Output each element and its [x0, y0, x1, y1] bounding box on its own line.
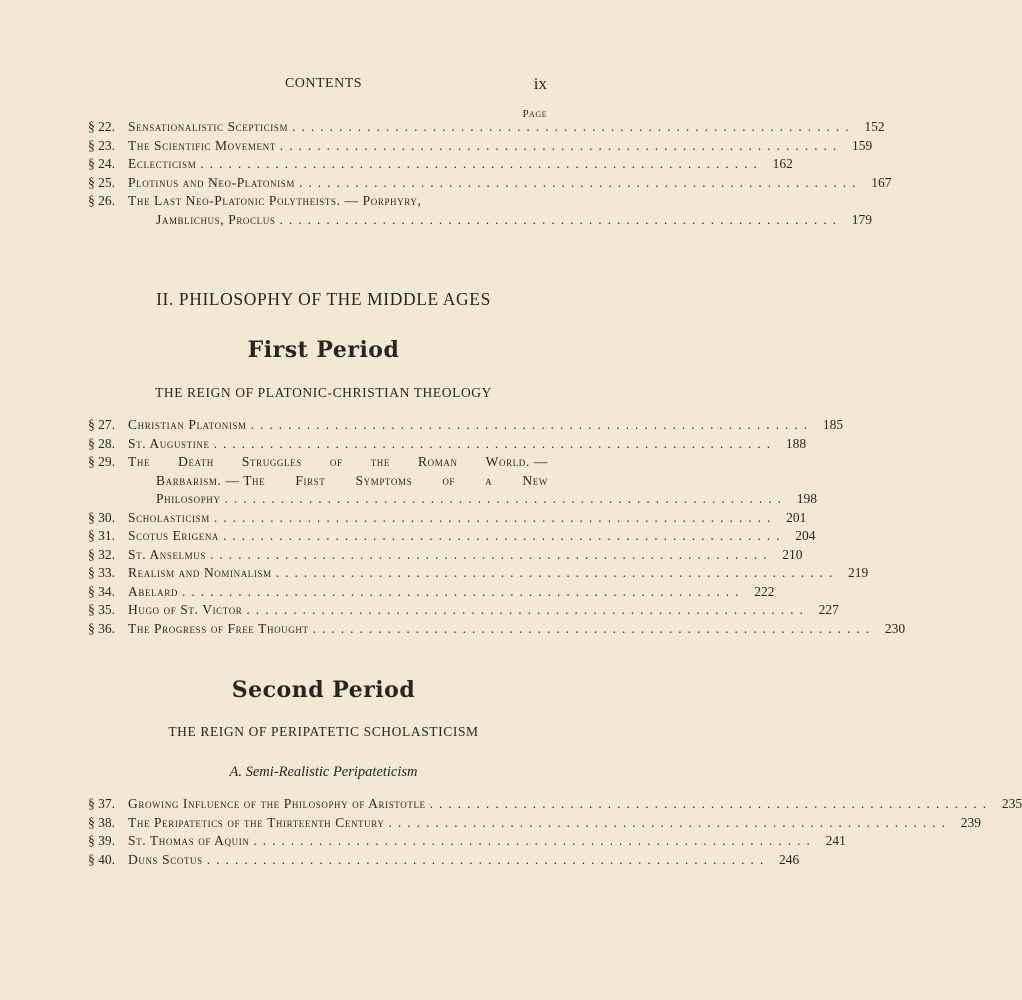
section-number: § 38. [88, 814, 115, 830]
subsection-heading: A. Semi-Realistic Peripateticism [229, 764, 418, 780]
page-number: 246 [769, 851, 799, 870]
dot-leader: ............................................................ [312, 620, 876, 636]
title-word: a [485, 472, 493, 488]
dot-leader: ............................................................ [279, 211, 842, 227]
page-number: 162 [763, 155, 793, 174]
toc-entry-continuation [88, 211, 872, 230]
section-number: § 32. [88, 546, 115, 562]
dot-leader: ............................................................ [275, 565, 839, 580]
dot-leader: ............................................................ [223, 528, 786, 543]
section-number: § 35. [88, 602, 115, 617]
dot-leader: ............................................................ [250, 417, 814, 432]
section-title: Scotus Erigena [128, 527, 223, 546]
section-number: § 34. [88, 583, 115, 599]
second-period-heading: Second Period [231, 677, 416, 703]
dot-leader: ............................................................ [181, 583, 745, 599]
toc-entry [88, 832, 846, 851]
section-number: § 27. [88, 417, 115, 432]
toc-entry [88, 564, 869, 583]
toc-group-second-period [88, 795, 1022, 869]
section-title: Abelard [128, 583, 182, 602]
section-title: Eclecticism [128, 155, 200, 174]
section-title: St. Thomas of Aquin [128, 832, 253, 851]
title-word: Death [178, 454, 214, 469]
page-numeral: ix [533, 74, 547, 93]
section-number: § 25. [88, 174, 115, 190]
title-word: Symptoms [355, 472, 413, 488]
title-word: Struggles [241, 454, 302, 469]
toc-entry [88, 435, 807, 454]
section-title: The Progress of Free Thought [128, 620, 313, 639]
section-number: § 29. [88, 454, 115, 469]
title-word: First [295, 472, 326, 488]
page-number: 185 [813, 416, 843, 435]
toc-entry [88, 155, 793, 174]
section-number: § 24. [88, 156, 115, 171]
page-number: 179 [842, 211, 872, 230]
page-number: 230 [875, 620, 905, 639]
toc-group-first-period [88, 416, 906, 638]
toc-entry-continuation [88, 490, 818, 509]
toc-entry [88, 546, 803, 565]
section-title-line1: The Last Neo-Platonic Polytheists. — Porphyry, [128, 192, 425, 211]
toc-entry [88, 174, 892, 193]
toc-entry [88, 453, 548, 472]
title-word: World. — [485, 454, 548, 469]
section-title: Hugo of St. Victor [128, 601, 246, 620]
toc-entry [88, 620, 906, 639]
dot-leader: ............................................................ [298, 174, 862, 190]
toc-entry [88, 509, 807, 528]
title-word: of [329, 454, 343, 469]
page-number: 159 [842, 137, 872, 156]
section-title-line2 [156, 472, 548, 491]
section-title: St. Augustine [128, 435, 214, 454]
dot-leader: ............................................................ [213, 435, 777, 451]
dot-leader: ............................................................ [388, 814, 951, 830]
toc-entry [88, 137, 873, 156]
section-title: Sensationalistic Scepticism [128, 118, 292, 137]
dot-leader: ............................................................ [279, 137, 843, 153]
page-number: 167 [861, 174, 891, 193]
dot-leader: ............................................................ [246, 602, 809, 617]
toc-entry-continuation [88, 472, 548, 491]
section-number: § 40. [88, 851, 115, 867]
page-number: 239 [951, 814, 981, 833]
running-header [0, 74, 647, 98]
toc-entry [88, 851, 800, 870]
dot-leader: ............................................................ [253, 833, 816, 848]
dot-leader: ............................................................ [213, 509, 777, 525]
toc-entry [88, 583, 775, 602]
section-title-line3: Philosophy [156, 490, 225, 509]
section-number: § 36. [88, 620, 115, 636]
part-heading: II. PHILOSOPHY OF THE MIDDLE AGES [156, 289, 491, 309]
section-title: Christian Platonism [128, 416, 251, 435]
section-title-line2: Jamblichus, Proclus [156, 211, 279, 230]
section-number: § 33. [88, 565, 115, 580]
page-number: 204 [786, 527, 816, 546]
section-title: Scholasticism [128, 509, 214, 528]
page-number: 210 [772, 546, 802, 565]
dot-leader: ............................................................ [206, 851, 770, 867]
page-number: 222 [744, 583, 774, 602]
page-column-label: Page [522, 108, 547, 120]
page-number: 219 [838, 564, 868, 583]
first-period-reign: THE REIGN OF PLATONIC-CHRISTIAN THEOLOGY [155, 385, 492, 400]
page-number: 198 [787, 490, 817, 509]
page-number: 201 [776, 509, 806, 528]
section-title: St. Anselmus [128, 546, 210, 565]
section-title: The Scientific Movement [128, 137, 280, 156]
section-title: Realism and Nominalism [128, 564, 276, 583]
page-number: 227 [809, 601, 839, 620]
dot-leader: ............................................................ [429, 796, 993, 811]
toc-entry [88, 795, 1022, 814]
toc-entry [88, 192, 548, 211]
section-number: § 30. [88, 509, 115, 525]
page-number: 235 [992, 795, 1022, 814]
section-number: § 26. [88, 193, 115, 208]
dot-leader: ............................................................ [224, 491, 788, 506]
section-number: § 39. [88, 833, 115, 848]
page-number: 152 [855, 118, 885, 137]
dot-leader: ............................................................ [200, 156, 763, 171]
section-number: § 22. [88, 119, 115, 134]
title-word: of [442, 472, 456, 488]
title-word: The [128, 454, 151, 469]
toc-entry [88, 527, 816, 546]
dot-leader: ............................................................ [292, 119, 855, 134]
title-word: Barbarism. — The [156, 472, 266, 488]
toc-entry [88, 601, 839, 620]
section-title: Duns Scotus [128, 851, 207, 870]
section-title-line1 [128, 453, 548, 472]
section-title: Growing Influence of the Philosophy of Aristotle [128, 795, 430, 814]
toc-group-ancient-end [88, 118, 892, 229]
toc-entry [88, 416, 844, 435]
dot-leader: ............................................................ [209, 546, 773, 562]
section-title: The Peripatetics of the Thirteenth Century [128, 814, 388, 833]
section-number: § 23. [88, 137, 115, 153]
toc-entry [88, 814, 981, 833]
page-number: 188 [776, 435, 806, 454]
title-word: Roman [418, 454, 458, 469]
section-number: § 28. [88, 435, 115, 451]
first-period-heading: First Period [247, 337, 400, 363]
section-number: § 37. [88, 796, 115, 811]
section-title: Plotinus and Neo-Platonism [128, 174, 299, 193]
page-number: 241 [816, 832, 846, 851]
title-word: the [370, 454, 390, 469]
toc-entry [88, 118, 885, 137]
second-period-reign: THE REIGN OF PERIPATETIC SCHOLASTICISM [168, 724, 479, 739]
title-word: New [522, 472, 548, 488]
running-header-title: CONTENTS [284, 76, 363, 91]
section-number: § 31. [88, 528, 115, 543]
